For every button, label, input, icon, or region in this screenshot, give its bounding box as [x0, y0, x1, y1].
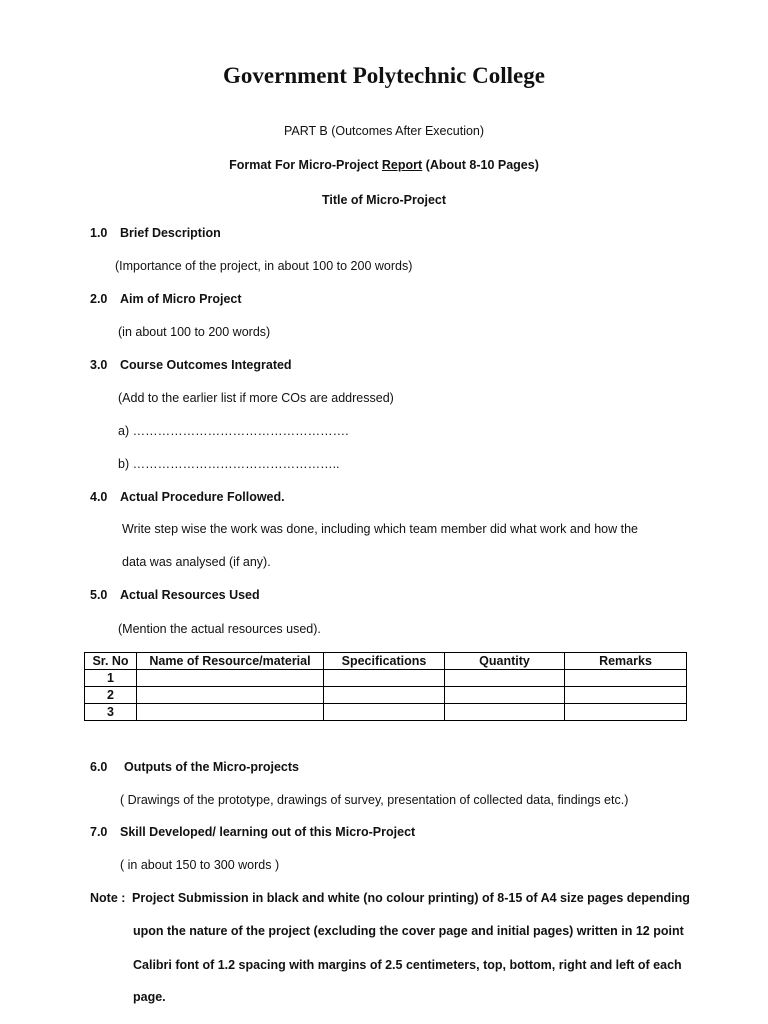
format-heading [0, 157, 768, 173]
table-cell: 2 [85, 687, 137, 704]
section-7-body: ( in about 150 to 300 words ) [120, 858, 280, 872]
section-3-body: (Add to the earlier list if more COs are addressed) [118, 391, 394, 405]
section-5-heading [90, 587, 260, 603]
table-cell [137, 704, 324, 721]
section-4-number: 4.0 [90, 490, 108, 504]
section-2-number: 2.0 [90, 292, 108, 306]
table-row [85, 670, 687, 687]
section-3-number: 3.0 [90, 358, 108, 372]
section-3-title: Course Outcomes Integrated [120, 358, 292, 372]
format-suffix: (About 8-10 Pages) [422, 158, 539, 172]
section-1-heading [90, 225, 221, 241]
table-cell [137, 687, 324, 704]
section-5-number: 5.0 [90, 588, 108, 602]
section-6-heading [90, 759, 299, 775]
format-prefix: Format For Micro-Project [229, 158, 382, 172]
section-3-item-a: a) ……………………………………………. [118, 424, 349, 438]
note-line-4: page. [133, 990, 166, 1004]
table-header-cell: Specifications [324, 653, 445, 670]
section-6-number: 6.0 [90, 760, 108, 774]
table-row [85, 704, 687, 721]
section-4-body-line-2: data was analysed (if any). [122, 555, 271, 569]
section-7-number: 7.0 [90, 825, 108, 839]
section-2-title: Aim of Micro Project [120, 292, 242, 306]
section-6-title: Outputs of the Micro-projects [124, 760, 299, 774]
section-5-body: (Mention the actual resources used). [118, 622, 321, 636]
table-cell [565, 670, 687, 687]
table-cell [324, 670, 445, 687]
note-line-1: Project Submission in black and white (no colour printing) of 8-15 of A4 size pages depending [132, 891, 690, 905]
table-cell [445, 687, 565, 704]
table-cell [324, 687, 445, 704]
table-header-cell: Quantity [445, 653, 565, 670]
note-line-3: Calibri font of 1.2 spacing with margins of 2.5 centimeters, top, bottom, right and left of each [133, 958, 682, 972]
project-title-heading: Title of Micro-Project [321, 193, 447, 207]
table-header-cell: Sr. No [85, 653, 137, 670]
table-cell [324, 704, 445, 721]
part-heading: PART B (Outcomes After Execution) [283, 124, 485, 138]
college-title: Government Polytechnic College [223, 63, 545, 88]
format-report-word: Report [381, 158, 423, 172]
table-cell [137, 670, 324, 687]
section-4-heading [90, 489, 285, 505]
section-7-title: Skill Developed/ learning out of this Micro-Project [120, 825, 416, 839]
table-cell: 1 [85, 670, 137, 687]
table-row [85, 687, 687, 704]
section-3-item-b: b) ………………………………………….. [118, 457, 340, 471]
section-4-title: Actual Procedure Followed. [120, 490, 285, 504]
table-cell: 3 [85, 704, 137, 721]
section-6-body: ( Drawings of the prototype, drawings of survey, presentation of collected data, findings etc.) [120, 793, 629, 807]
note-label: Note : [90, 891, 126, 905]
section-2-heading [90, 291, 242, 307]
resource-table [84, 652, 687, 721]
section-1-title: Brief Description [120, 226, 221, 240]
section-3-heading [90, 357, 292, 373]
table-cell [445, 704, 565, 721]
note-line-2: upon the nature of the project (excluding the cover page and initial pages) written in 12 point [133, 924, 684, 938]
table-cell [565, 687, 687, 704]
table-cell [445, 670, 565, 687]
table-header-cell: Remarks [565, 653, 687, 670]
section-7-heading [90, 824, 415, 840]
table-cell [565, 704, 687, 721]
section-2-body: (in about 100 to 200 words) [118, 325, 271, 339]
table-header-row [85, 653, 687, 670]
section-1-body: (Importance of the project, in about 100 to 200 words) [115, 259, 413, 273]
section-5-title: Actual Resources Used [120, 588, 260, 602]
section-4-body-line-1: Write step wise the work was done, including which team member did what work and how the [122, 522, 638, 536]
table-header-cell: Name of Resource/material [137, 653, 324, 670]
section-1-number: 1.0 [90, 226, 108, 240]
